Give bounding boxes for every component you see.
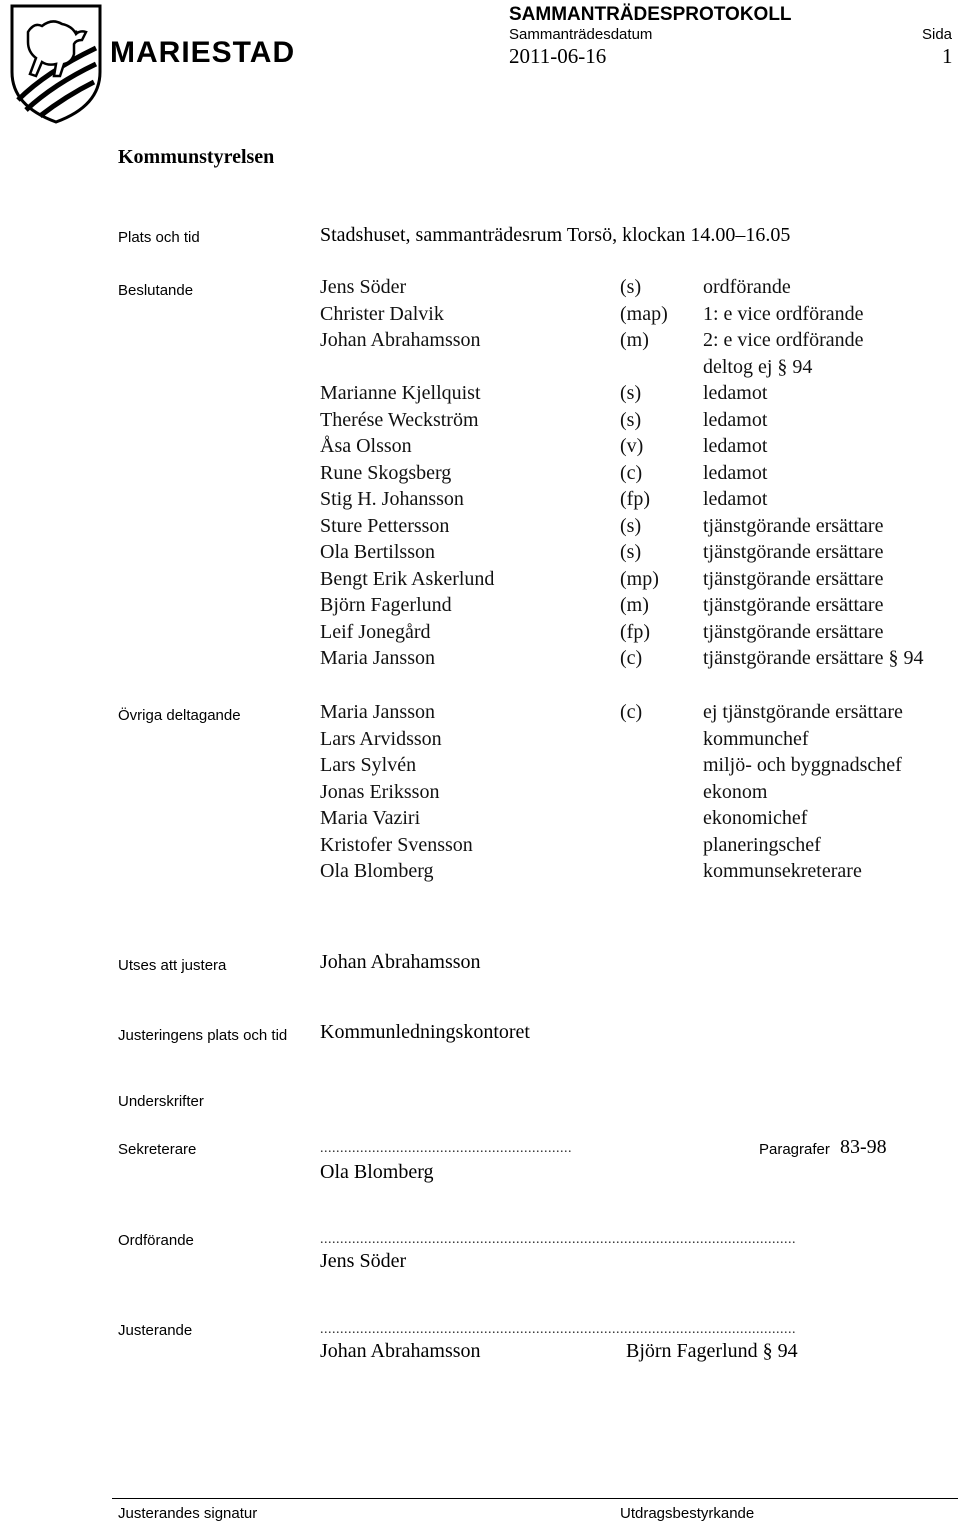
signatures-label: Underskrifter bbox=[118, 1093, 204, 1110]
member-name: Bengt Erik Askerlund bbox=[320, 567, 495, 590]
member-party: (c) bbox=[620, 461, 643, 484]
member-name: Ola Bertilsson bbox=[320, 541, 435, 563]
member-role: ledamot bbox=[703, 408, 768, 431]
member-role: tjänstgörande ersättare § 94 bbox=[703, 647, 924, 669]
member-name: Åsa Olsson bbox=[320, 435, 412, 457]
member-role: ledamot bbox=[703, 435, 768, 457]
mariestad-logo bbox=[6, 2, 296, 126]
member-party: (s) bbox=[620, 541, 642, 563]
protocol-title: SAMMANTRÄDESPROTOKOLL bbox=[509, 4, 792, 25]
member-role: tjänstgörande ersättare bbox=[703, 620, 884, 643]
member-party: (fp) bbox=[620, 488, 650, 510]
participant-name: Ola Blomberg bbox=[320, 860, 434, 882]
member-party: (mp) bbox=[620, 567, 659, 590]
adjusting-name-1: Johan Abrahamsson bbox=[320, 1340, 481, 1362]
member-party: (s) bbox=[620, 408, 642, 431]
adjust-place-value: Kommunledningskontoret bbox=[320, 1021, 530, 1043]
participant-name: Lars Arvidsson bbox=[320, 727, 442, 750]
secretary-name: Ola Blomberg bbox=[320, 1161, 434, 1183]
member-role: tjänstgörande ersättare bbox=[703, 514, 884, 537]
place-label: Plats och tid bbox=[118, 229, 200, 246]
others-label: Övriga deltagande bbox=[118, 707, 241, 724]
page-number: 1 bbox=[942, 44, 953, 68]
member-name: Marianne Kjellquist bbox=[320, 382, 481, 404]
logo-text: MARIESTAD bbox=[110, 36, 296, 69]
participant-name: Kristofer Svensson bbox=[320, 833, 473, 856]
member-name: Björn Fagerlund bbox=[320, 594, 452, 616]
page-label: Sida bbox=[922, 26, 953, 43]
participant-name: Lars Sylvén bbox=[320, 754, 417, 776]
member-party: (map) bbox=[620, 302, 668, 325]
member-party: (c) bbox=[620, 647, 643, 669]
member-name: Maria Jansson bbox=[320, 647, 435, 669]
chair-name: Jens Söder bbox=[320, 1250, 407, 1272]
deciding-label: Beslutande bbox=[118, 282, 194, 299]
member-party: (s) bbox=[620, 382, 642, 404]
member-role: ledamot bbox=[703, 461, 768, 484]
member-name: Christer Dalvik bbox=[320, 302, 444, 325]
member-role: tjänstgörande ersättare bbox=[703, 594, 884, 616]
participant-name: Maria Vaziri bbox=[320, 807, 421, 829]
adjuster-label: Utses att justera bbox=[118, 957, 227, 974]
member-party: (fp) bbox=[620, 620, 650, 643]
participant-party: (c) bbox=[620, 701, 643, 723]
member-party: (m) bbox=[620, 329, 649, 351]
adjusting-label: Justerande bbox=[118, 1322, 193, 1339]
adjusting-signature-line: ....................................................................................................................... bbox=[320, 1322, 796, 1337]
member-name: Rune Skogsberg bbox=[320, 461, 452, 484]
member-role: ordförande bbox=[703, 276, 791, 298]
secretary-label: Sekreterare bbox=[118, 1141, 197, 1158]
member-role: 1: e vice ordförande bbox=[703, 302, 864, 325]
member-party: (m) bbox=[620, 594, 649, 616]
participant-name: Jonas Eriksson bbox=[320, 780, 440, 803]
member-name: Therése Weckström bbox=[320, 408, 479, 431]
footer-signature-label: Justerandes signatur bbox=[118, 1505, 258, 1522]
footer-certification-label: Utdragsbestyrkande bbox=[620, 1505, 755, 1522]
footer-divider bbox=[112, 1498, 958, 1499]
member-name: Sture Pettersson bbox=[320, 514, 450, 537]
meeting-date-label: Sammanträdesdatum bbox=[509, 26, 653, 43]
participant-role: ej tjänstgörande ersättare bbox=[703, 701, 903, 723]
participant-role: kommunchef bbox=[703, 727, 809, 750]
participant-role: kommunsekreterare bbox=[703, 860, 862, 882]
participant-role: ekonomichef bbox=[703, 807, 808, 829]
member-role: deltog ej § 94 bbox=[703, 355, 813, 378]
adjuster-value: Johan Abrahamsson bbox=[320, 951, 481, 973]
member-name: Leif Jonegård bbox=[320, 620, 431, 643]
secretary-signature-line: ............................................................... bbox=[320, 1141, 572, 1156]
member-role: ledamot bbox=[703, 382, 768, 404]
participant-role: miljö- och byggnadschef bbox=[703, 754, 902, 776]
participant-role: planeringschef bbox=[703, 833, 821, 856]
member-role: 2: e vice ordförande bbox=[703, 329, 864, 351]
paragraphs-value: 83-98 bbox=[840, 1136, 887, 1158]
participant-name: Maria Jansson bbox=[320, 701, 435, 723]
member-role: tjänstgörande ersättare bbox=[703, 567, 884, 590]
paragraphs-label: Paragrafer bbox=[759, 1141, 830, 1158]
member-party: (s) bbox=[620, 514, 642, 537]
adjusting-name-2: Björn Fagerlund § 94 bbox=[626, 1340, 798, 1362]
member-role: ledamot bbox=[703, 488, 768, 510]
member-name: Stig H. Johansson bbox=[320, 488, 464, 510]
member-name: Johan Abrahamsson bbox=[320, 329, 481, 351]
member-party: (s) bbox=[620, 276, 642, 298]
coat-of-arms-icon bbox=[6, 2, 106, 124]
place-value: Stadshuset, sammanträdesrum Torsö, klockan 14.00–16.05 bbox=[320, 224, 791, 246]
member-name: Jens Söder bbox=[320, 276, 407, 298]
member-party: (v) bbox=[620, 435, 644, 457]
member-role: tjänstgörande ersättare bbox=[703, 541, 884, 563]
chair-label: Ordförande bbox=[118, 1232, 194, 1249]
adjust-place-label: Justeringens plats och tid bbox=[118, 1027, 288, 1044]
chair-signature-line: ....................................................................................................................... bbox=[320, 1232, 796, 1247]
meeting-date-value: 2011-06-16 bbox=[509, 44, 607, 68]
organization-title: Kommunstyrelsen bbox=[118, 146, 275, 168]
participant-role: ekonom bbox=[703, 780, 768, 803]
